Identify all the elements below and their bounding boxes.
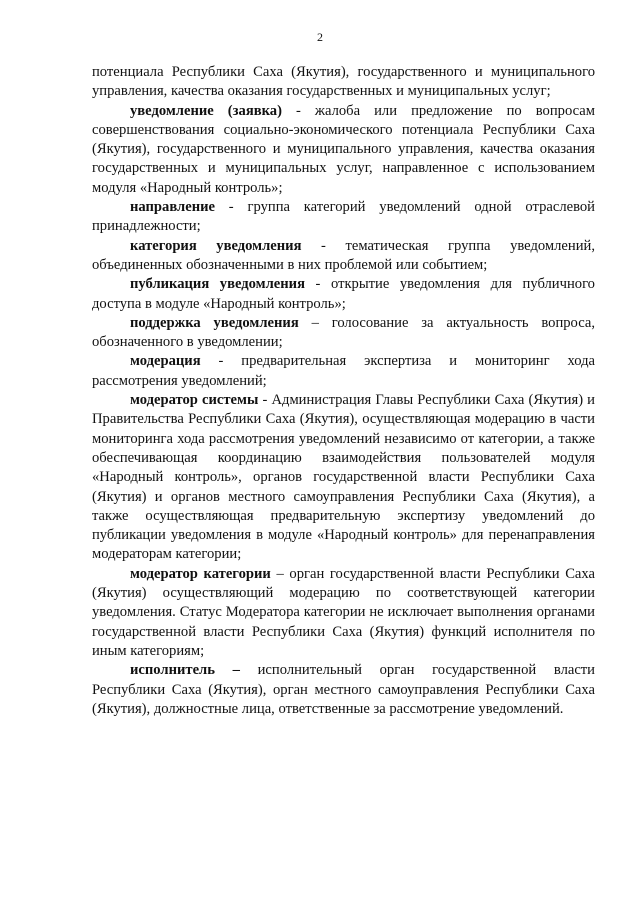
definition-moderation (92, 352, 595, 391)
definition-term: исполнитель – (130, 662, 240, 679)
definition-category-moderator (92, 565, 595, 661)
document-body (92, 63, 595, 719)
definition-text: исполнительный орган государственной власти Республики Саха (Якутия), орган местного самоуправления Республики Саха (Якутия), должностные лица, ответственные за рассмотрение уведомлений. (92, 662, 595, 717)
definition-term: категория уведомления (130, 237, 302, 254)
definition-text: - тематическая группа уведомлений, объединенных обозначенными в них проблемой или событием; (92, 237, 595, 273)
definition-text: - предварительная экспертиза и мониторинг хода рассмотрения уведомлений; (92, 353, 595, 389)
definition-term: модератор системы (130, 392, 259, 409)
definition-text: – голосование за актуальность вопроса, обозначенного в уведомлении; (92, 314, 595, 351)
definition-text: - жалоба или предложение по вопросам совершенствования социально-экономического потенциала Республики Саха (Якутия), государственного и муниципального управления, качества оказания государственных и муниципальных услуг, направленное с использованием модуля «Народный контроль»; (92, 102, 595, 196)
intro-paragraph: потенциала Республики Саха (Якутия), государственного и муниципального управления, качества оказания государственных и муниципальных услуг; (92, 64, 595, 100)
definition-term: поддержка уведомления (130, 314, 299, 331)
definition-text: - группа категорий уведомлений одной отраслевой принадлежности; (92, 199, 595, 235)
definition-support (92, 314, 595, 353)
page-number: 2 (317, 30, 323, 44)
definition-publication (92, 275, 595, 314)
definition-text: – орган государственной власти Республики Саха (Якутия) осуществляющий модерацию по соответствующей категории уведомления. Статус Модератора категории не исключает выполнения органами государственной власти Республики Саха (Якутия) функций исполнителя по иным категориям; (92, 565, 595, 659)
definition-term: публикация уведомления (130, 276, 305, 293)
definition-term: модератор категории (130, 565, 271, 582)
definition-term: уведомление (заявка) (130, 102, 282, 119)
definition-direction (92, 198, 595, 237)
definition-term: направление (130, 199, 215, 216)
definition-category (92, 237, 595, 276)
definition-system-moderator (92, 391, 595, 565)
definition-text: - Администрация Главы Республики Саха (Якутия) и Правительства Республики Саха (Якутия), осуществляющая модерацию в части мониторинга хода рассмотрения уведомлений независимо от категории, а также обеспечивающая координацию взаимодействия пользователей модуля «Народный контроль», органов государственной власти Республики Саха (Якутия) и органов местного самоуправления Республики Саха (Якутия), а также осуществляющая предварительную экспертизу уведомлений до публикации уведомления в модуле «Народный контроль» для перенаправления модераторам категории; (92, 392, 595, 563)
definition-executor (92, 661, 595, 719)
definition-notification (92, 102, 595, 198)
definition-text: - открытие уведомления для публичного доступа в модуле «Народный контроль»; (92, 276, 595, 312)
definition-term: модерация (130, 353, 201, 370)
